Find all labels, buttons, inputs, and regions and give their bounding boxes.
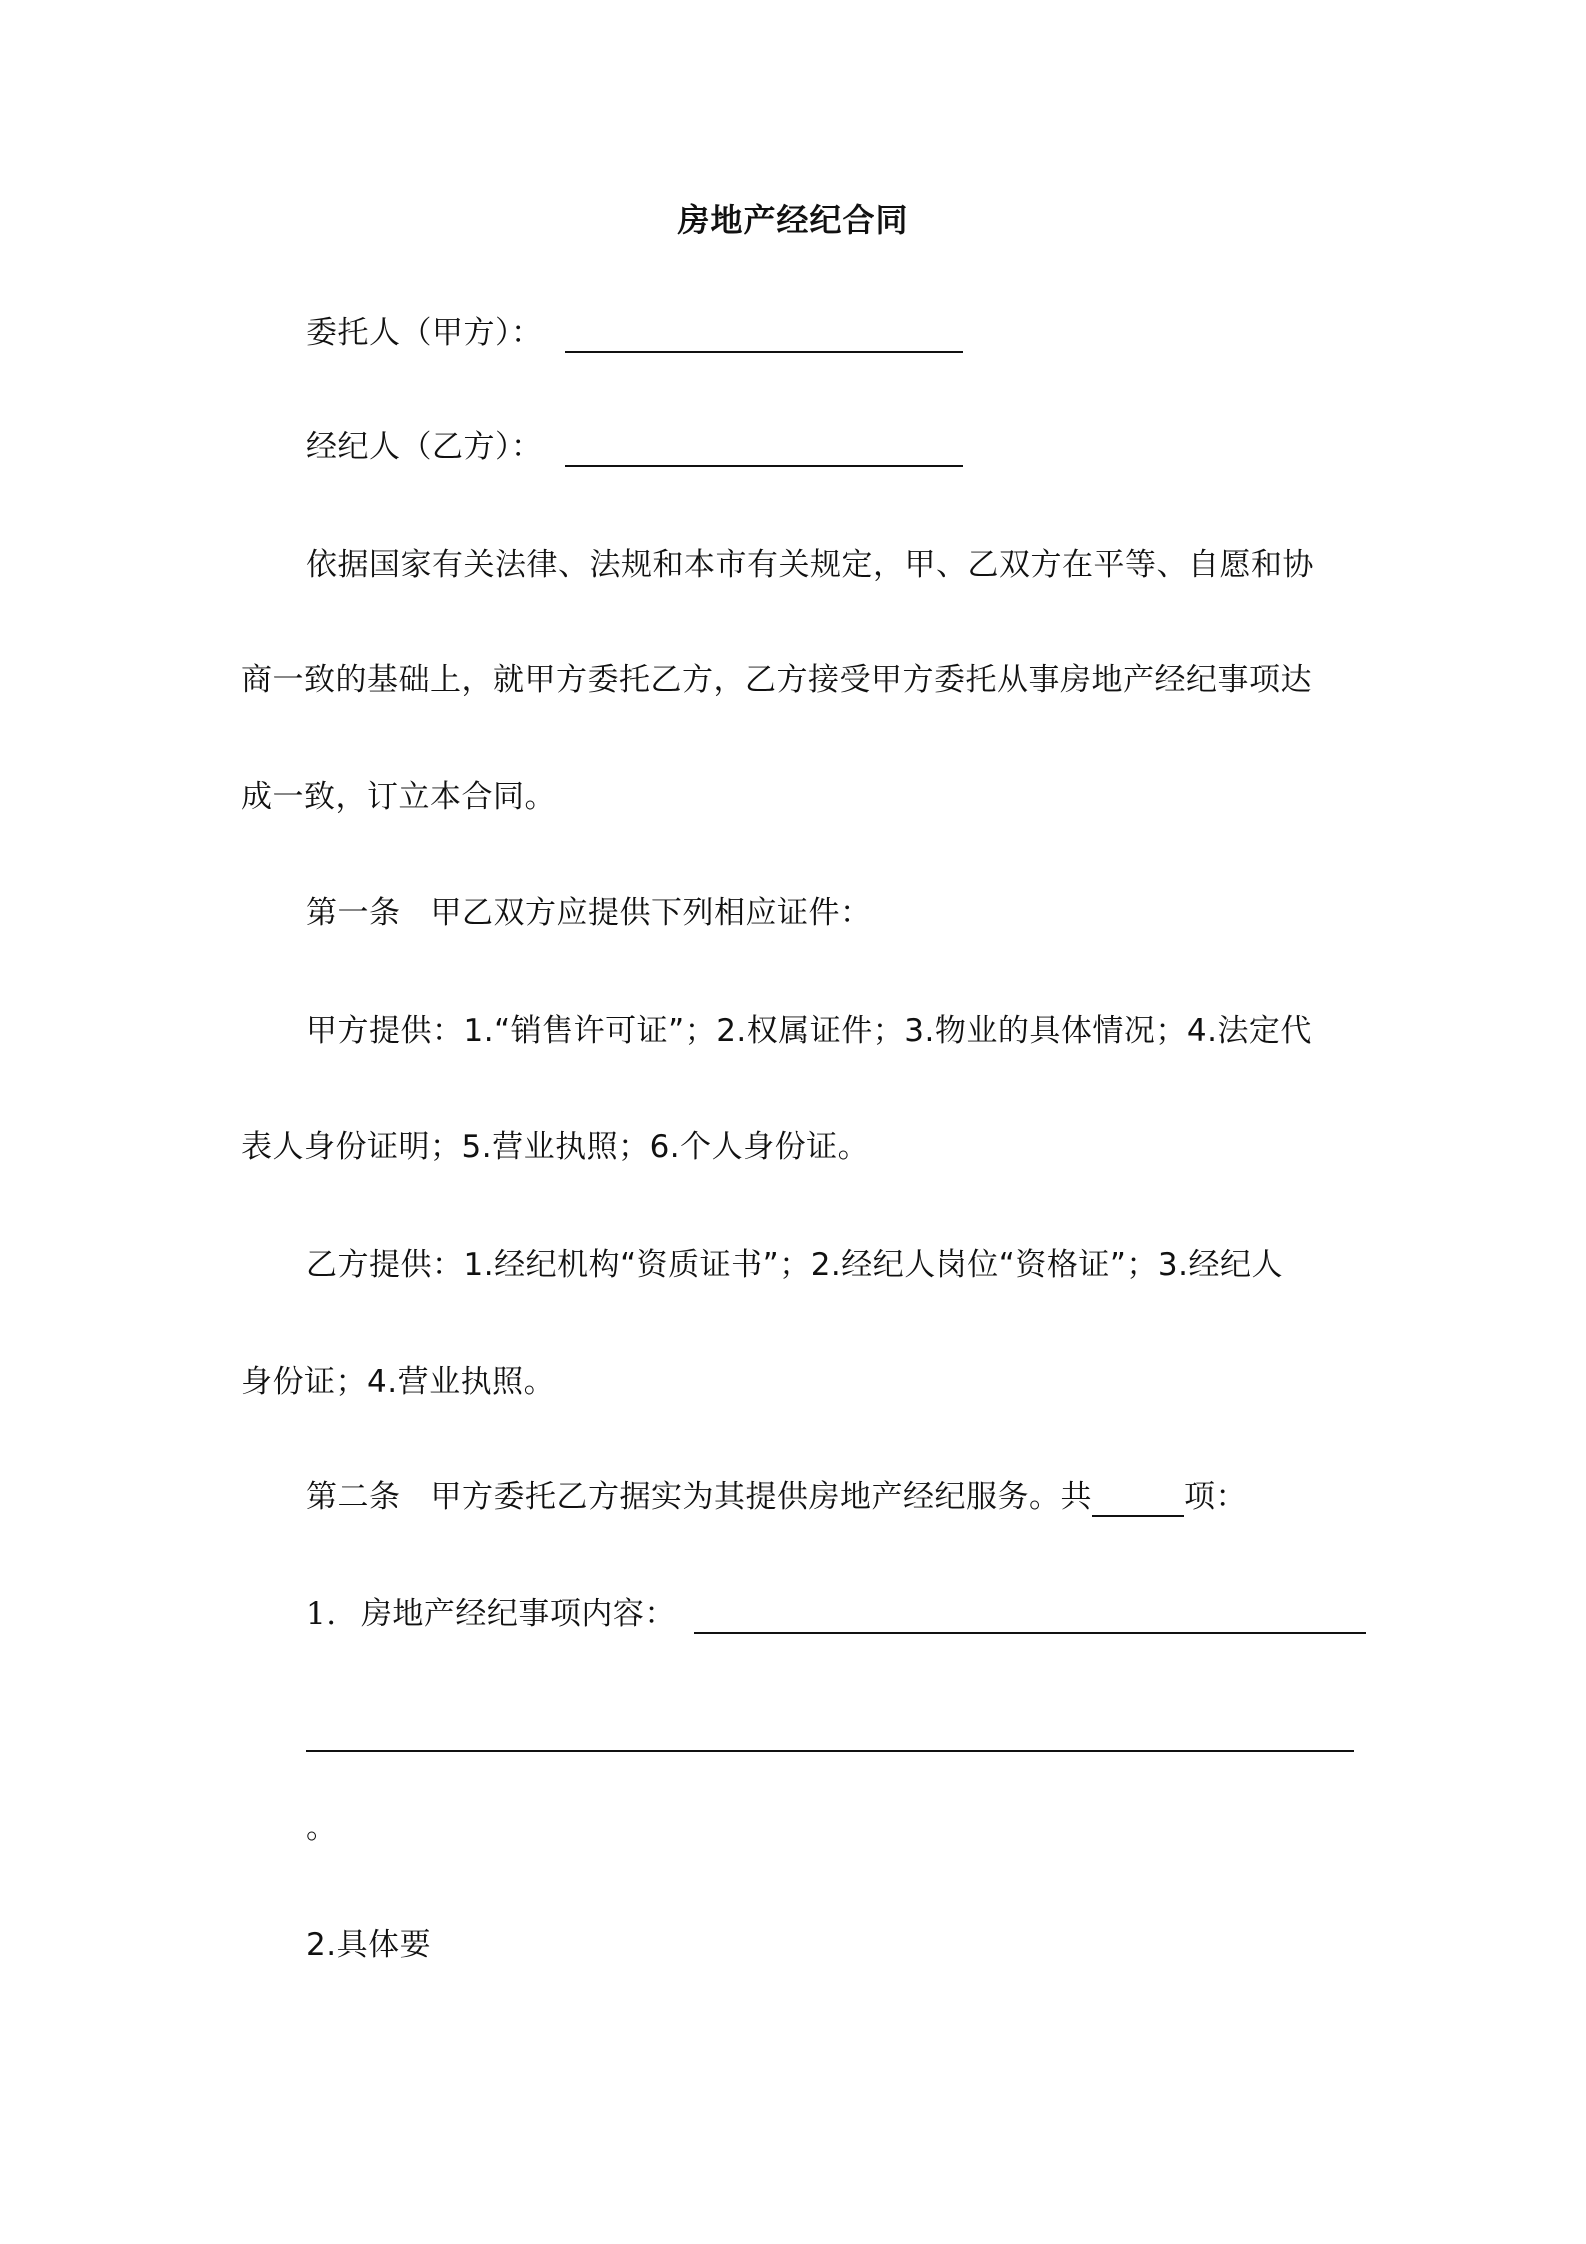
party-b-label: 经纪人（乙方）： xyxy=(306,429,543,465)
article-1-number: 第一条 xyxy=(306,895,401,931)
party-a-blank[interactable] xyxy=(565,315,963,353)
item-1-continuation-blank[interactable] xyxy=(306,1750,1354,1752)
article-1-party-b-line-2: 身份证；4.营业执照。 xyxy=(241,1364,556,1400)
party-a-field xyxy=(306,313,963,353)
article-2-title-end: 项： xyxy=(1184,1479,1247,1515)
article-2-number: 第二条 xyxy=(306,1479,401,1515)
article-1-title: 甲乙双方应提供下列相应证件： xyxy=(430,895,872,931)
preamble-line-1: 依据国家有关法律、法规和本市有关规定，甲、乙双方在平等、自愿和协 xyxy=(306,547,1314,583)
item-1-blank[interactable] xyxy=(694,1596,1366,1634)
item-1-end-mark: 。 xyxy=(306,1810,338,1846)
preamble-line-3: 成一致，订立本合同。 xyxy=(241,779,556,815)
article-1-heading xyxy=(306,893,872,933)
party-b-blank[interactable] xyxy=(565,429,963,467)
party-a-label: 委托人（甲方）： xyxy=(306,315,543,351)
article-2-item-1 xyxy=(306,1594,1366,1634)
article-1-party-a-line-1: 甲方提供：1.“销售许可证”；2.权属证件；3.物业的具体情况；4.法定代 xyxy=(306,1013,1312,1049)
item-1-label: 房地产经纪事项内容： xyxy=(360,1596,676,1632)
article-2-item-2: 2.具体要 xyxy=(306,1927,432,1963)
party-b-field xyxy=(306,427,963,467)
article-2-heading xyxy=(306,1477,1247,1517)
article-2-title: 甲方委托乙方据实为其提供房地产经纪服务。共 xyxy=(430,1479,1092,1515)
item-count-blank[interactable] xyxy=(1092,1479,1184,1517)
preamble-line-2: 商一致的基础上，就甲方委托乙方，乙方接受甲方委托从事房地产经纪事项达 xyxy=(241,662,1312,698)
article-1-party-b-line-1: 乙方提供：1.经纪机构“资质证书”；2.经纪人岗位“资格证”；3.经纪人 xyxy=(306,1247,1283,1283)
article-1-party-a-line-2: 表人身份证明；5.营业执照；6.个人身份证。 xyxy=(241,1129,870,1165)
item-1-number: 1. xyxy=(306,1596,337,1632)
document-title: 房地产经纪合同 xyxy=(677,201,909,239)
